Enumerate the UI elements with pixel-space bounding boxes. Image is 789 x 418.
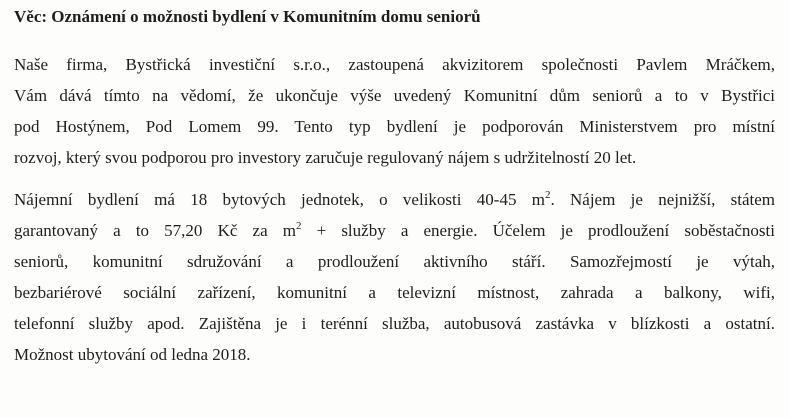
paragraph-line: Vám dává tímto na vědomí, že ukončuje výše uvedený Komunitní dům seniorů a to v Bystřici (14, 86, 775, 105)
text-segment: Nájemní bydlení má 18 bytových jednotek, o velikosti 40-45 m (14, 190, 545, 209)
paragraph-line: pod Hostýnem, Pod Lomem 99. Tento typ bydlení je podporován Ministerstvem pro místní (14, 117, 775, 136)
paragraph-company-notice (14, 49, 775, 173)
letter-subject: Věc: Oznámení o možnosti bydlení v Komunitním domu seniorů (14, 7, 481, 26)
text-segment: + služby a energie. Účelem je prodloužení soběstačnosti (301, 221, 775, 240)
paragraph-line (14, 184, 775, 215)
paragraph-housing-details (14, 184, 775, 370)
text-segment: garantovaný a to 57,20 Kč za m (14, 221, 296, 240)
paragraph-line: telefonní služby apod. Zajištěna je i terénní služba, autobusová zastávka v blízkosti a ostatní. (14, 314, 775, 333)
superscript: 2 (544, 189, 551, 201)
paragraph-line: seniorů, komunitní sdružování a prodloužení aktivního stáří. Samozřejmostí je výtah, (14, 252, 775, 271)
superscript: 2 (295, 220, 302, 232)
paragraph-line (14, 215, 775, 246)
paragraph-line: bezbariérové sociální zařízení, komunitní a televizní místnost, zahrada a balkony, wifi, (14, 283, 775, 302)
paragraph-line: rozvoj, který svou podporou pro investory zaručuje regulovaný nájem s udržitelností 20 let. (14, 148, 637, 167)
paragraph-line: Naše firma, Bystřická investiční s.r.o., zastoupená akvizitorem společnosti Pavlem Mráčkem, (14, 55, 775, 74)
paragraph-line: Možnost ubytování od ledna 2018. (14, 345, 251, 364)
text-segment: . Nájem je nejnižší, státem (550, 190, 775, 209)
